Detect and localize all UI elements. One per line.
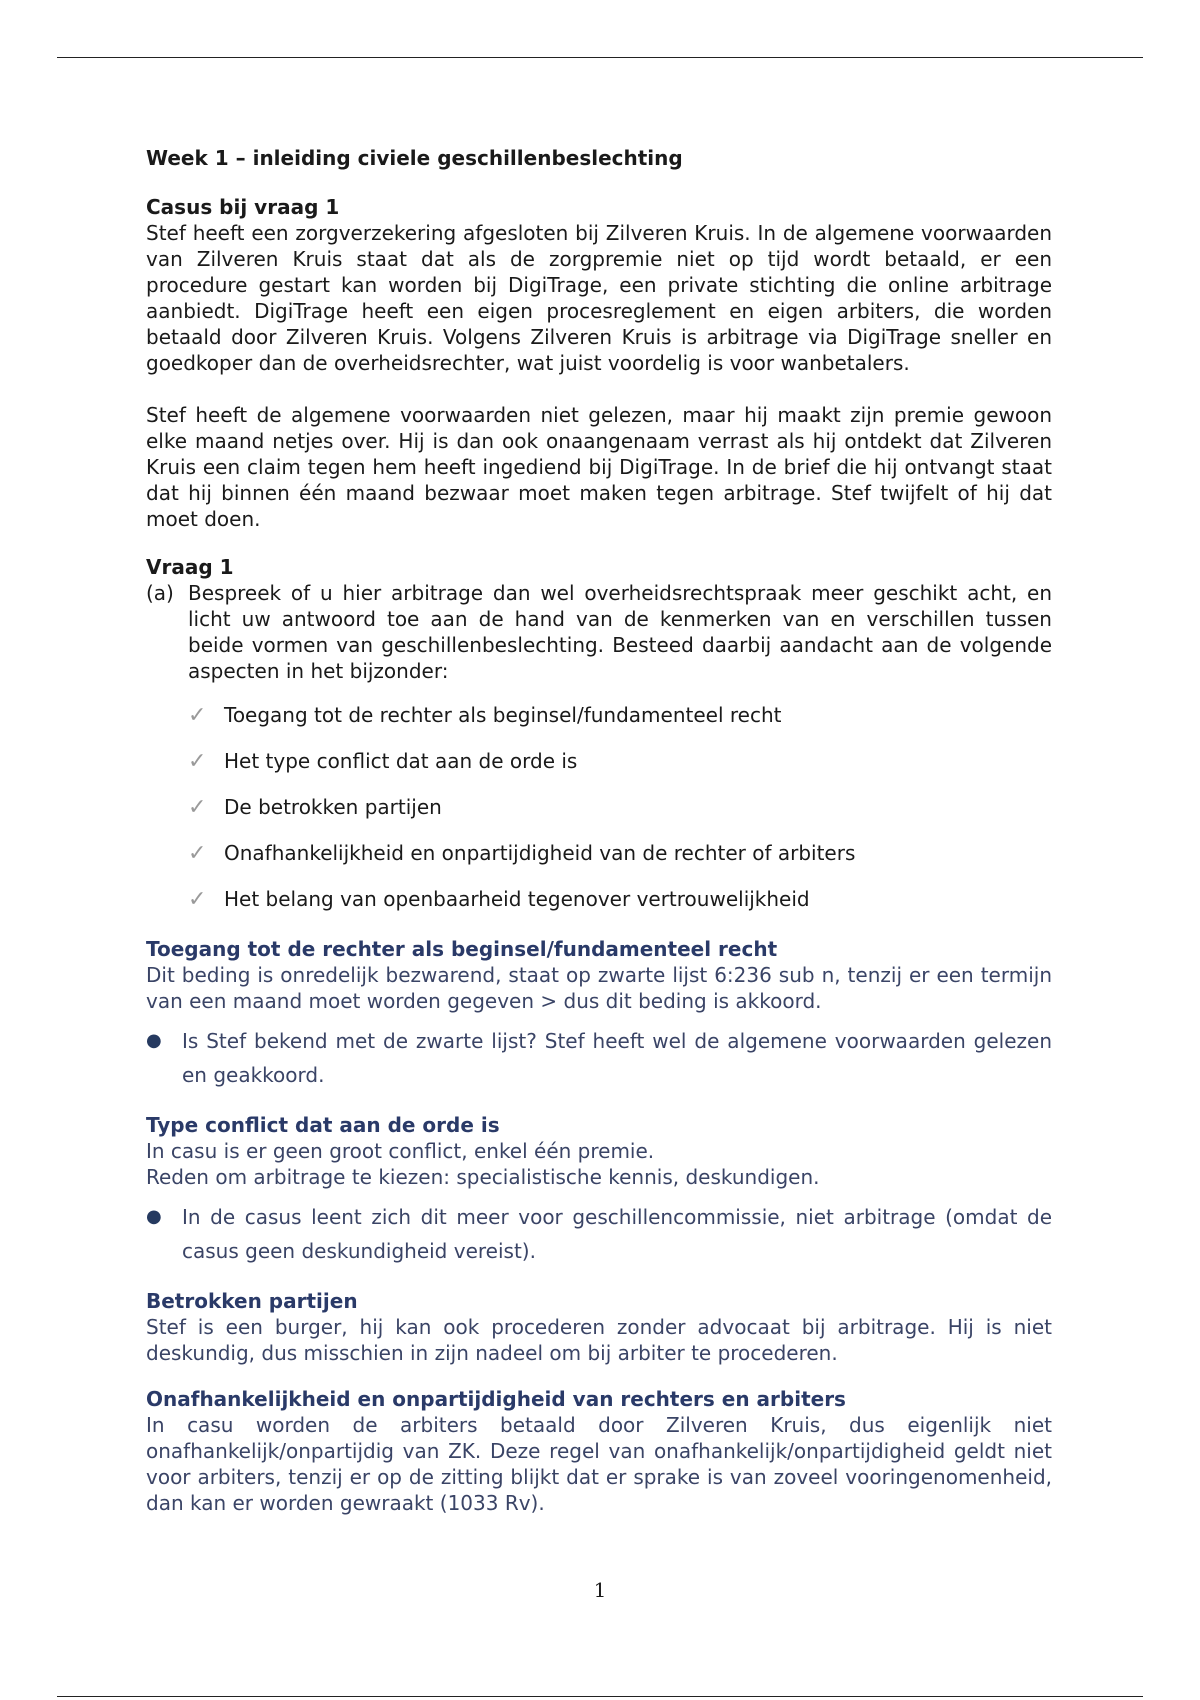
answer-text-onafhankelijkheid: In casu worden de arbiters betaald door Zilveren Kruis, dus eigenlijk niet onafhankelijk/onpartijdig van ZK. Deze regel van onafhankelijk/onpartijdigheid geldt niet voor arbiters, tenzij er op de zitting blijkt dat er sprake is van zoveel vooringenomenheid, dan kan er worden gewraakt (1033 Rv). — [146, 1413, 1052, 1515]
answer-text-toegang: Dit beding is onredelijk bezwarend, staat op zwarte lijst 6:236 sub n, tenzij er een termijn van een maand moet worden gegeven > dus dit beding is akkoord. — [146, 963, 1052, 1013]
casus-section — [146, 194, 1052, 532]
check-icon: ✓ — [188, 794, 207, 820]
list-item — [188, 738, 1052, 784]
bullet-text-toegang: Is Stef bekend met de zwarte lijst? Stef heeft wel de algemene voorwaarden gelezen en geakkoord. — [182, 1029, 1052, 1087]
header-rule — [57, 57, 1143, 58]
bullet-text-type-conflict: In de casus leent zich dit meer voor geschillencommissie, niet arbitrage (omdat de casus geen deskundigheid vereist). — [182, 1205, 1052, 1263]
list-item — [188, 692, 1052, 738]
page-number: 1 — [593, 1578, 607, 1602]
check-icon: ✓ — [188, 886, 207, 912]
bullet-item — [146, 1200, 1052, 1268]
answer-heading-onafhankelijkheid: Onafhankelijkheid en onpartijdigheid van rechters en arbiters — [146, 1387, 846, 1411]
casus-heading: Casus bij vraag 1 — [146, 195, 340, 219]
aspect-text: Toegang tot de rechter als beginsel/fundamenteel recht — [224, 703, 782, 727]
aspect-text: Het belang van openbaarheid tegenover vertrouwelijkheid — [224, 887, 810, 911]
casus-paragraph-1: Stef heeft een zorgverzekering afgesloten bij Zilveren Kruis. In de algemene voorwaarden van Zilveren Kruis staat dat als de zorgpremie niet op tijd wordt betaald, er een procedure gestart kan worden bij DigiTrage, een private stichting die online arbitrage aanbiedt. DigiTrage heeft een eigen procesreglement en eigen arbiters, die worden betaald door Zilveren Kruis. Volgens Zilveren Kruis is arbitrage via DigiTrage sneller en goedkoper dan de overheidsrechter, wat juist voordelig is voor wanbetalers. — [146, 221, 1052, 375]
bullet-item — [146, 1024, 1052, 1092]
bullet-icon: ● — [146, 1030, 162, 1051]
check-icon: ✓ — [188, 748, 207, 774]
answer-heading-type-conflict: Type conflict dat aan de orde is — [146, 1113, 500, 1137]
footer-rule — [57, 1696, 1143, 1697]
answer-section — [146, 936, 1052, 1516]
answer-heading-toegang: Toegang tot de rechter als beginsel/fundamenteel recht — [146, 937, 778, 961]
aspect-text: Het type conflict dat aan de orde is — [224, 749, 578, 773]
aspect-text: De betrokken partijen — [224, 795, 442, 819]
list-item — [188, 830, 1052, 876]
answer-text-type-conflict-1: In casu is er geen groot conflict, enkel één premie. — [146, 1139, 655, 1163]
vraag-heading: Vraag 1 — [146, 555, 234, 579]
aspect-text: Onafhankelijkheid en onpartijdigheid van de rechter of arbiters — [224, 841, 856, 865]
answer-text-partijen: Stef is een burger, hij kan ook procederen zonder advocaat bij arbitrage. Hij is niet deskundig, dus misschien in zijn nadeel om bij arbiter te procederen. — [146, 1315, 1052, 1365]
question-label: (a) — [146, 581, 174, 605]
list-item — [188, 876, 1052, 922]
question-text: Bespreek of u hier arbitrage dan wel overheidsrechtspraak meer geschikt acht, en licht uw antwoord toe aan de hand van de kenmerken van en verschillen tussen beide vormen van geschillenbeslechting. Besteed daarbij aandacht aan de volgende aspecten in het bijzonder: — [188, 581, 1052, 683]
casus-paragraph-2: Stef heeft de algemene voorwaarden niet gelezen, maar hij maakt zijn premie gewoon elke maand netjes over. Hij is dan ook onaangenaam verrast als hij ontdekt dat Zilveren Kruis een claim tegen hem heeft ingediend bij DigiTrage. In de brief die hij ontvangt staat dat hij binnen één maand bezwaar moet maken tegen arbitrage. Stef twijfelt of hij dat moet doen. — [146, 403, 1052, 531]
document-page — [146, 144, 1052, 1516]
question-item — [146, 580, 1052, 684]
check-icon: ✓ — [188, 702, 207, 728]
aspect-list — [146, 692, 1052, 922]
vraag-section — [146, 554, 1052, 922]
bullet-icon: ● — [146, 1206, 162, 1227]
document-title: Week 1 – inleiding civiele geschillenbeslechting — [146, 146, 683, 170]
answer-text-type-conflict-2: Reden om arbitrage te kiezen: specialistische kennis, deskundigen. — [146, 1165, 820, 1189]
list-item — [188, 784, 1052, 830]
check-icon: ✓ — [188, 840, 207, 866]
answer-heading-partijen: Betrokken partijen — [146, 1289, 358, 1313]
